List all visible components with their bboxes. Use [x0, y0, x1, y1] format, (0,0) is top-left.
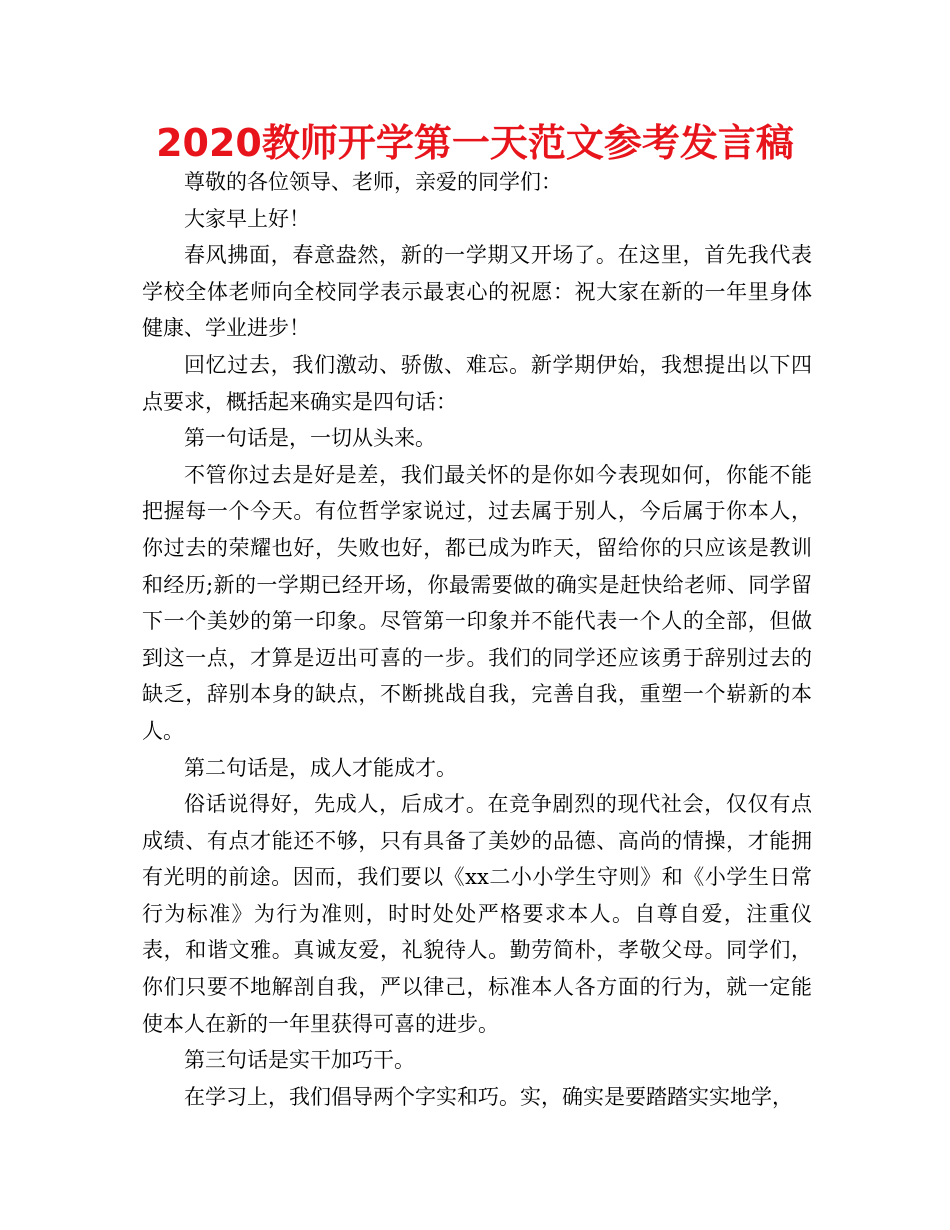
- paragraph-review: 回忆过去，我们激动、骄傲、难忘。新学期伊始，我想提出以下四点要求，概括起来确实是四句话：: [142, 352, 812, 414]
- paragraph-point-one-heading: 第一句话是，一切从头来。: [184, 426, 436, 451]
- paragraph-point-three-heading: 第三句话是实干加巧干。: [184, 1048, 415, 1073]
- paragraph-point-two-heading: 第二句话是，成人才能成才。: [184, 755, 457, 780]
- paragraph-good-morning: 大家早上好！: [184, 206, 310, 231]
- paragraph-greeting: 尊敬的各位领导、老师，亲爱的同学们：: [184, 170, 562, 194]
- document-title: 2020教师开学第一天范文参考发言稿: [156, 121, 794, 165]
- paragraph-intro: 春风拂面，春意盎然，新的一学期又开场了。在这里，首先我代表学校全体老师向全校同学表示最衷心的祝愿：祝大家在新的一年里身体健康、学业进步！: [142, 243, 812, 341]
- document-body: [142, 164, 812, 1115]
- paragraph-point-one-body: 不管你过去是好是差，我们最关怀的是你如今表现如何，你能不能把握每一个今天。有位哲学家说过，过去属于别人，今后属于你本人，你过去的荣耀也好，失败也好，都已成为昨天，留给你的只应该是教训和经历;新的一学期已经开场，你最需要做的确实是赶快给老师、同学留下一个美妙的第一印象。尽管第一印象并不能代表一个人的全部，但做到这一点，才算是迈出可喜的一步。我们的同学还应该勇于辞别过去的缺乏，辞别本身的缺点，不断挑战自我，完善自我，重塑一个崭新的本人。: [142, 462, 812, 743]
- paragraph-point-two-body: 俗话说得好，先成人，后成才。在竞争剧烈的现代社会，仅仅有点成绩、有点才能还不够，只有具备了美妙的品德、高尚的情操，才能拥有光明的前途。因而，我们要以《xx二小小学生守则》和《小学生日常行为标准》为行为准则，时时处处严格要求本人。自尊自爱，注重仪表，和谐文雅。真诚友爱，礼貌待人。勤劳简朴，孝敬父母。同学们，你们只要不地解剖自我，严以律己，标准本人各方面的行为，就一定能使本人在新的一年里获得可喜的进步。: [142, 792, 812, 1036]
- paragraph-point-three-body: 在学习上，我们倡导两个字实和巧。实，确实是要踏踏实实地学，: [184, 1084, 793, 1109]
